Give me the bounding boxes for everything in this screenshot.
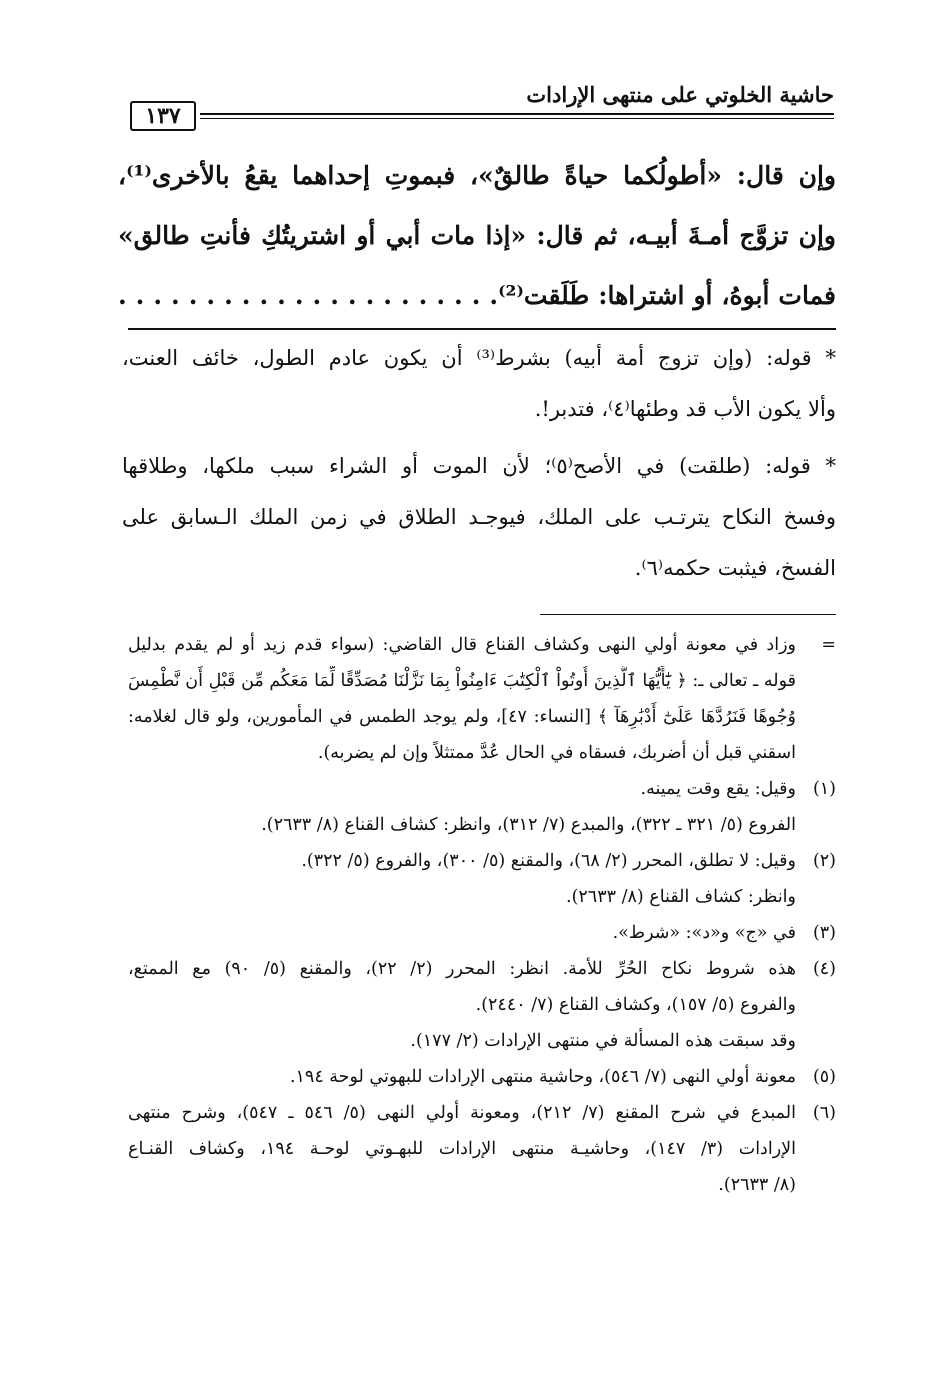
footnote-text: في «ج» و«د»: «شرط». bbox=[612, 923, 796, 943]
footnote-separator bbox=[540, 614, 836, 615]
matn-separator bbox=[128, 328, 836, 330]
footnote-2 bbox=[128, 846, 836, 882]
footnote-2-line: وانظر: كشاف القناع (٨/ ٢٦٣٣). bbox=[566, 887, 796, 907]
footnote-number: (١) bbox=[812, 779, 836, 799]
footnote-5 bbox=[128, 1062, 836, 1098]
matn-line: وإن تزوَّج أمـةَ أبيـه، ثم قال: «إذا مات أبي أو اشتريتُكِ فأنتِ طالق» bbox=[118, 221, 836, 250]
commentary-line: * قوله: (وإن تزوج أمة أبيه) بشرط⁽³⁾ أن يكون عادم الطول، خائف العنت، bbox=[122, 346, 836, 370]
footnote-continued-line: قوله ـ تعالى ـ: ﴿ يَٰٓأَيُّهَا ٱلَّذِينَ أُوتُواْ ٱلْكِتَٰبَ ءَامِنُواْ بِمَا نَزَّلْنَا مُصَدِّقًا لِّمَا مَعَكُم مِّن قَبْلِ أَن نَّطْمِسَ bbox=[128, 671, 796, 691]
footnote-text: وقيل: لا تطلق، المحرر (٢/ ٦٨)، والمقنع (٥/ ٣٠٠)، والفروع (٥/ ٣٢٢). bbox=[301, 851, 796, 871]
footnote-continued-line bbox=[128, 630, 836, 666]
footnote-number: (٢) bbox=[812, 851, 836, 871]
footnote-4-line: وقد سبقت هذه المسألة في منتهى الإرادات (٢/ ١٧٧). bbox=[410, 1031, 796, 1051]
footnote-text: وقيل: يقع وقت يمينه. bbox=[640, 779, 796, 799]
matn-line: وإن قال: «أطولُكما حياةً طالقٌ»، فبموتِ إحداهما يقعُ بالأخرى⁽¹⁾، bbox=[118, 161, 836, 190]
footnote-text: وزاد في معونة أولي النهى وكشاف القناع قال القاضي: (سواء قدم زيد أو لم يقدم بدليل bbox=[128, 635, 796, 655]
footnote-6-line: (٨/ ٢٦٣٣). bbox=[718, 1175, 796, 1195]
commentary-line: الفسخ، فيثبت حكمه⁽٦⁾. bbox=[634, 556, 836, 580]
footnote-continued-line: وُجُوهًا فَنَرُدَّهَا عَلَىٰٓ أَدْبَٰرِهَآ ﴾ [النساء: ٤٧]، ولم يوجد الطمس في المأمورين، ولو قال لغلامه: bbox=[128, 707, 796, 727]
commentary-line: وألا يكون الأب قد وطئها⁽٤⁾، فتدبر!. bbox=[534, 397, 836, 421]
footnote-3 bbox=[128, 918, 836, 954]
footnote-1 bbox=[128, 774, 836, 810]
footnote-6-line: الإرادات (٣/ ١٤٧)، وحاشيـة منتهى الإرادات للبهـوتي لوحـة ١٩٤، وكشاف القنـاع bbox=[128, 1139, 796, 1159]
footnote-number: (٥) bbox=[812, 1067, 836, 1087]
header-rule-thin bbox=[200, 118, 834, 119]
footnote-number: (٦) bbox=[812, 1103, 836, 1123]
commentary-line: * قوله: (طلقت) في الأصح⁽٥⁾؛ لأن الموت أو الشراء سبب ملكها، وطلاقها bbox=[122, 454, 836, 478]
footnote-text: المبدع في شرح المقنع (٧/ ٢١٢)، ومعونة أولي النهى (٥/ ٥٤٦ ـ ٥٤٧)، وشرح منتهى bbox=[128, 1103, 796, 1123]
footnotes bbox=[128, 630, 836, 1206]
footnote-text: معونة أولي النهى (٧/ ٥٤٦)، وحاشية منتهى الإرادات للبهوتي لوحة ١٩٤. bbox=[289, 1067, 796, 1087]
commentary-line: وفسخ النكاح يترتـب على الملك، فيوجـد الطلاق في زمن الملك الـسابق على bbox=[122, 505, 836, 529]
matn-line: فمات أبوهُ، أو اشتراها: طَلَقت⁽²⁾. . . . . . . . . . . . . . . . . . . . . . bbox=[118, 281, 836, 310]
footnote-6 bbox=[128, 1098, 836, 1134]
matn-text bbox=[118, 154, 836, 334]
footnote-1-line: الفروع (٥/ ٣٢١ ـ ٣٢٢)، والمبدع (٧/ ٣١٢)، وانظر: كشاف القناع (٨/ ٢٦٣٣). bbox=[261, 815, 796, 835]
running-title: حاشية الخلوتي على منتهى الإرادات bbox=[526, 82, 834, 107]
footnote-4-line: والفروع (٥/ ١٥٧)، وكشاف القناع (٧/ ٢٤٤٠). bbox=[475, 995, 796, 1015]
commentary-text bbox=[122, 338, 836, 599]
continuation-marker: = bbox=[821, 635, 836, 655]
page-number: ١٣٧ bbox=[130, 101, 196, 131]
footnote-continued-line: اسقني قبل أن أضربك، فسقاه في الحال عُدَّ ممتثلاً وإن لم يضربه). bbox=[317, 743, 796, 763]
footnote-text: هذه شروط نكاح الحُرِّ للأمة. انظر: المحرر (٢/ ٢٢)، والمقنع (٥/ ٩٠) مع الممتع، bbox=[128, 959, 796, 979]
header-rule bbox=[200, 113, 834, 115]
footnote-number: (٤) bbox=[812, 959, 836, 979]
footnote-number: (٣) bbox=[812, 923, 836, 943]
footnote-4 bbox=[128, 954, 836, 990]
